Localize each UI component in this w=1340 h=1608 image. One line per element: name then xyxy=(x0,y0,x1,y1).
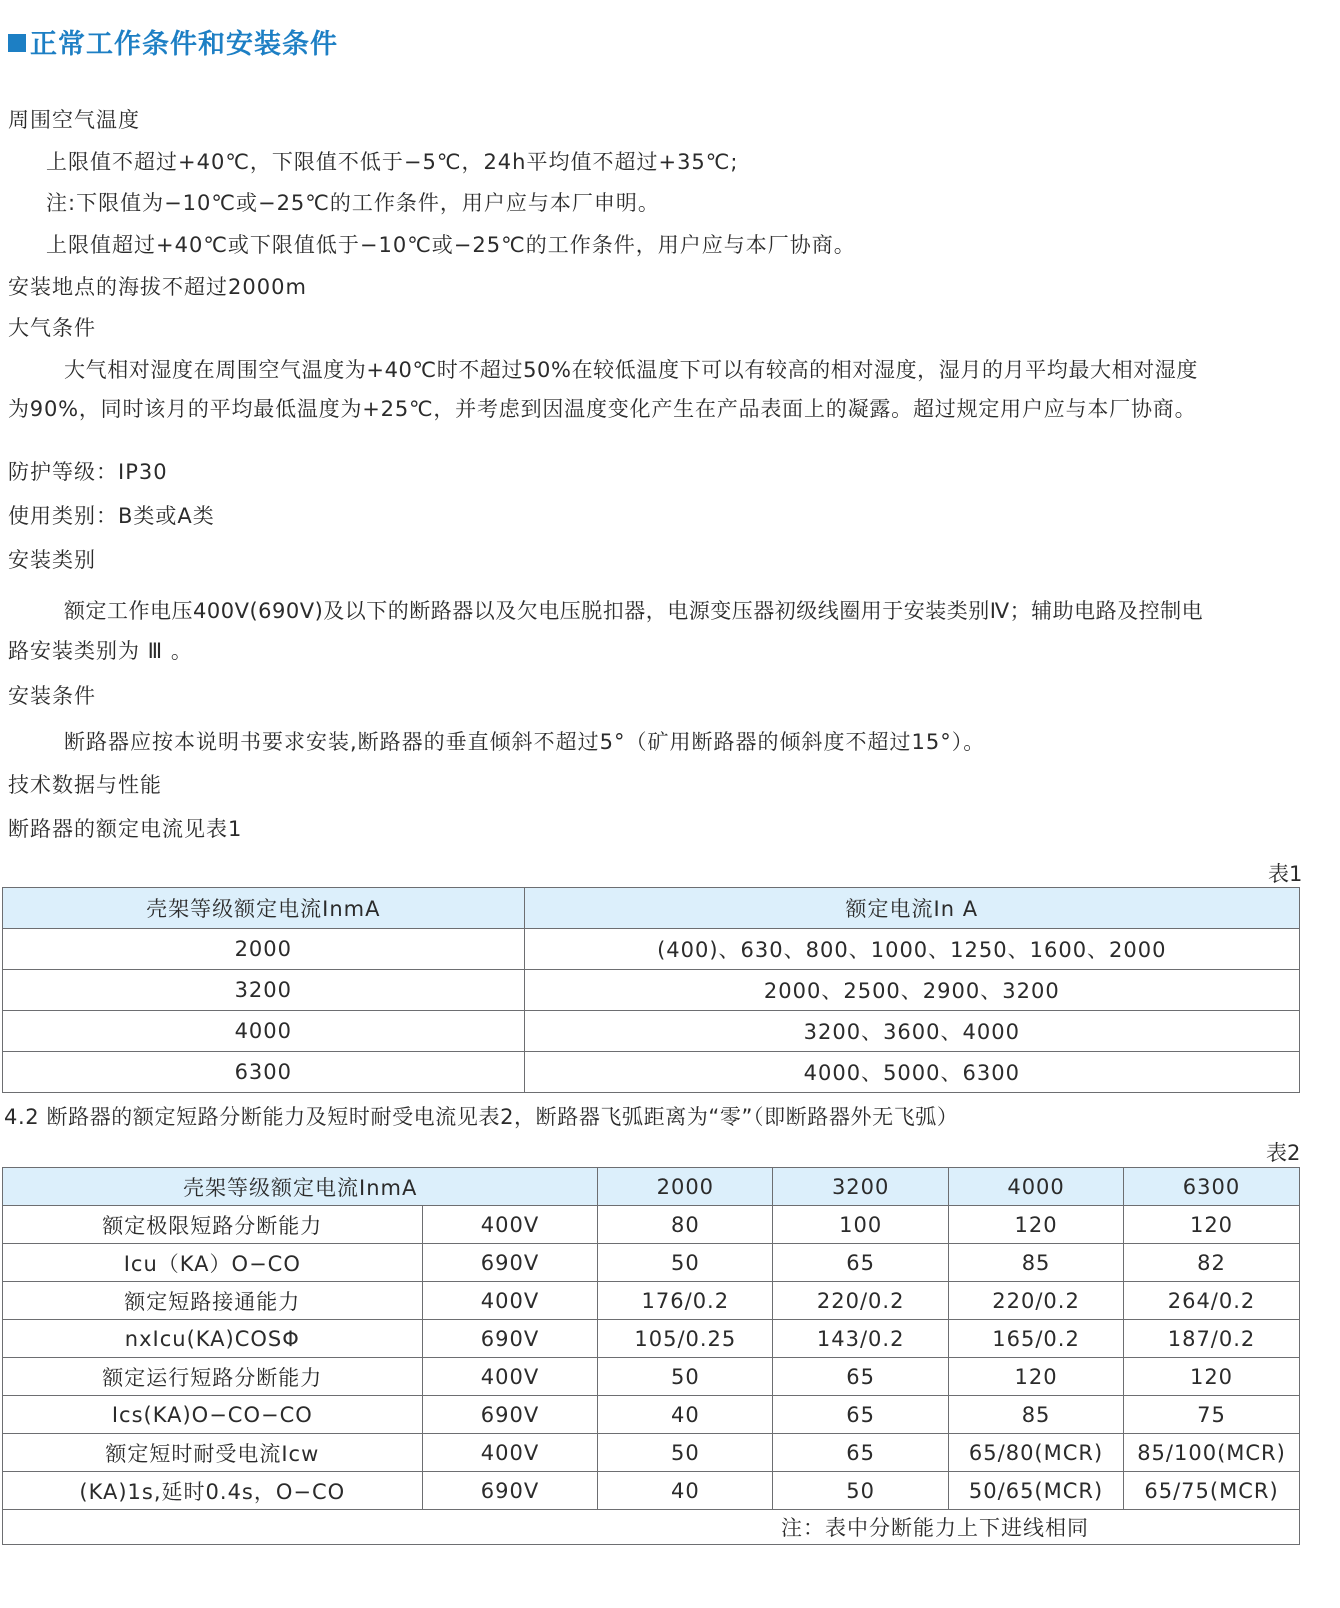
table-cell: 400V xyxy=(422,1282,598,1320)
atmosphere-heading: 大气条件 xyxy=(8,316,96,340)
table-cell: 143/0.2 xyxy=(773,1320,949,1358)
install-category-line-2: 路安装类别为 Ⅲ 。 xyxy=(8,639,193,663)
table-cell: 4000 xyxy=(3,1011,525,1052)
table-cell: 100 xyxy=(773,1206,949,1244)
table-cell: 额定短路接通能力 xyxy=(3,1282,423,1320)
table-cell: 176/0.2 xyxy=(598,1282,773,1320)
table-cell: 65 xyxy=(773,1396,949,1434)
table2-header-2000: 2000 xyxy=(598,1168,773,1206)
table2-note: 注：表中分断能力上下进线相同 xyxy=(3,1510,1300,1545)
temp-line-2: 注:下限值为−10℃或−25℃的工作条件，用户应与本厂申明。 xyxy=(46,191,660,215)
install-conditions-text: 断路器应按本说明书要求安装,断路器的垂直倾斜不超过5°（矿用断路器的倾斜度不超过15°）。 xyxy=(64,730,986,754)
atmosphere-line-2: 为90%，同时该月的平均最低温度为+25℃，并考虑到因温度变化产生在产品表面上的凝露。超过规定用户应与本厂协商。 xyxy=(8,397,1197,421)
table-cell: 50 xyxy=(773,1472,949,1510)
table-cell: 690V xyxy=(422,1244,598,1282)
table2-header-4000: 4000 xyxy=(949,1168,1124,1206)
short-circuit-table xyxy=(2,1167,1300,1545)
table-cell: 2000 xyxy=(3,929,525,970)
table-cell: 400V xyxy=(422,1358,598,1396)
table-cell: 50 xyxy=(598,1358,773,1396)
table-row xyxy=(3,1052,1300,1093)
table-cell: 80 xyxy=(598,1206,773,1244)
table-cell: 220/0.2 xyxy=(949,1282,1124,1320)
table-cell: nxIcu(KA)COSΦ xyxy=(3,1320,423,1358)
table2-header-row xyxy=(3,1168,1300,1206)
table1-label: 表1 xyxy=(1268,862,1303,886)
protection-level: 防护等级：IP30 xyxy=(8,460,168,484)
table-cell: 40 xyxy=(598,1472,773,1510)
table-row xyxy=(3,1206,1300,1244)
table-cell: 额定极限短路分断能力 xyxy=(3,1206,423,1244)
tech-heading: 技术数据与性能 xyxy=(8,773,162,797)
table-cell: 120 xyxy=(1124,1206,1300,1244)
table-cell: 690V xyxy=(422,1396,598,1434)
atmosphere-line-1: 大气相对湿度在周围空气温度为+40℃时不超过50%在较低温度下可以有较高的相对湿度，湿月的月平均最大相对湿度 xyxy=(64,358,1198,382)
table-cell: 6300 xyxy=(3,1052,525,1093)
table-row xyxy=(3,1434,1300,1472)
rated-current-ref: 断路器的额定电流见表1 xyxy=(8,817,243,841)
table-cell: 120 xyxy=(1124,1358,1300,1396)
table2-header-frame: 壳架等级额定电流InmA xyxy=(3,1168,598,1206)
table-cell: 400V xyxy=(422,1206,598,1244)
table-cell: 3200 xyxy=(3,970,525,1011)
square-bullet-icon xyxy=(8,34,26,52)
usage-category: 使用类别：B类或A类 xyxy=(8,504,215,528)
table-cell: 40 xyxy=(598,1396,773,1434)
table-cell: 额定运行短路分断能力 xyxy=(3,1358,423,1396)
table-cell: Icu（KA）O−CO xyxy=(3,1244,423,1282)
table-cell: 187/0.2 xyxy=(1124,1320,1300,1358)
table-cell: 85 xyxy=(949,1244,1124,1282)
table1-header-current: 额定电流In A xyxy=(524,888,1299,929)
install-category-heading: 安装类别 xyxy=(8,548,96,572)
table-cell: 3200、3600、4000 xyxy=(524,1011,1299,1052)
table-cell: 额定短时耐受电流Icw xyxy=(3,1434,423,1472)
install-conditions-heading: 安装条件 xyxy=(8,684,96,708)
table-cell: Ics(KA)O−CO−CO xyxy=(3,1396,423,1434)
table-cell: 690V xyxy=(422,1320,598,1358)
altitude-text: 安装地点的海拔不超过2000m xyxy=(8,275,307,299)
page-title xyxy=(8,22,338,61)
table-cell: 50 xyxy=(598,1244,773,1282)
table-row xyxy=(3,1282,1300,1320)
table-cell: 400V xyxy=(422,1434,598,1472)
table-cell: (KA)1s,延时0.4s，O−CO xyxy=(3,1472,423,1510)
table-cell: 65 xyxy=(773,1358,949,1396)
table1-header-row xyxy=(3,888,1300,929)
table-row xyxy=(3,1244,1300,1282)
table2-note-row xyxy=(3,1510,1300,1545)
table-cell: 120 xyxy=(949,1206,1124,1244)
table-cell: 105/0.25 xyxy=(598,1320,773,1358)
table-cell: 50/65(MCR) xyxy=(949,1472,1124,1510)
table-cell: 2000、2500、2900、3200 xyxy=(524,970,1299,1011)
table-cell: 85 xyxy=(949,1396,1124,1434)
install-category-line-1: 额定工作电压400V(690V)及以下的断路器以及欠电压脱扣器，电源变压器初级线圈用于安装类别Ⅳ；辅助电路及控制电 xyxy=(64,599,1204,623)
table-row xyxy=(3,1320,1300,1358)
table-row xyxy=(3,970,1300,1011)
table-cell: 85/100(MCR) xyxy=(1124,1434,1300,1472)
table-cell: 690V xyxy=(422,1472,598,1510)
page-title-text: 正常工作条件和安装条件 xyxy=(30,29,338,60)
table-row xyxy=(3,1011,1300,1052)
table-cell: 50 xyxy=(598,1434,773,1472)
table-cell: 65/75(MCR) xyxy=(1124,1472,1300,1510)
table2-header-3200: 3200 xyxy=(773,1168,949,1206)
temp-line-1: 上限值不超过+40℃，下限值不低于−5℃，24h平均值不超过+35℃; xyxy=(46,150,739,174)
ambient-temp-heading: 周围空气温度 xyxy=(8,108,140,132)
table-row xyxy=(3,1358,1300,1396)
table-cell: 165/0.2 xyxy=(949,1320,1124,1358)
table-row xyxy=(3,1396,1300,1434)
table2-label: 表2 xyxy=(1266,1141,1301,1165)
temp-line-3: 上限值超过+40℃或下限值低于−10℃或−25℃的工作条件，用户应与本厂协商。 xyxy=(46,233,856,257)
table2-ref: 4.2 断路器的额定短路分断能力及短时耐受电流见表2，断路器飞弧距离为“零”（即断路器外无飞弧） xyxy=(4,1105,959,1129)
table-cell: 65 xyxy=(773,1434,949,1472)
rated-current-table xyxy=(2,887,1300,1093)
table2-header-6300: 6300 xyxy=(1124,1168,1300,1206)
table-cell: 4000、5000、6300 xyxy=(524,1052,1299,1093)
table-cell: 264/0.2 xyxy=(1124,1282,1300,1320)
table-row xyxy=(3,929,1300,970)
table-cell: 75 xyxy=(1124,1396,1300,1434)
table-cell: 65 xyxy=(773,1244,949,1282)
table-row xyxy=(3,1472,1300,1510)
table1-header-frame: 壳架等级额定电流InmA xyxy=(3,888,525,929)
table-cell: 65/80(MCR) xyxy=(949,1434,1124,1472)
table-cell: 120 xyxy=(949,1358,1124,1396)
table-cell: 220/0.2 xyxy=(773,1282,949,1320)
table-cell: (400)、630、800、1000、1250、1600、2000 xyxy=(524,929,1299,970)
table-cell: 82 xyxy=(1124,1244,1300,1282)
